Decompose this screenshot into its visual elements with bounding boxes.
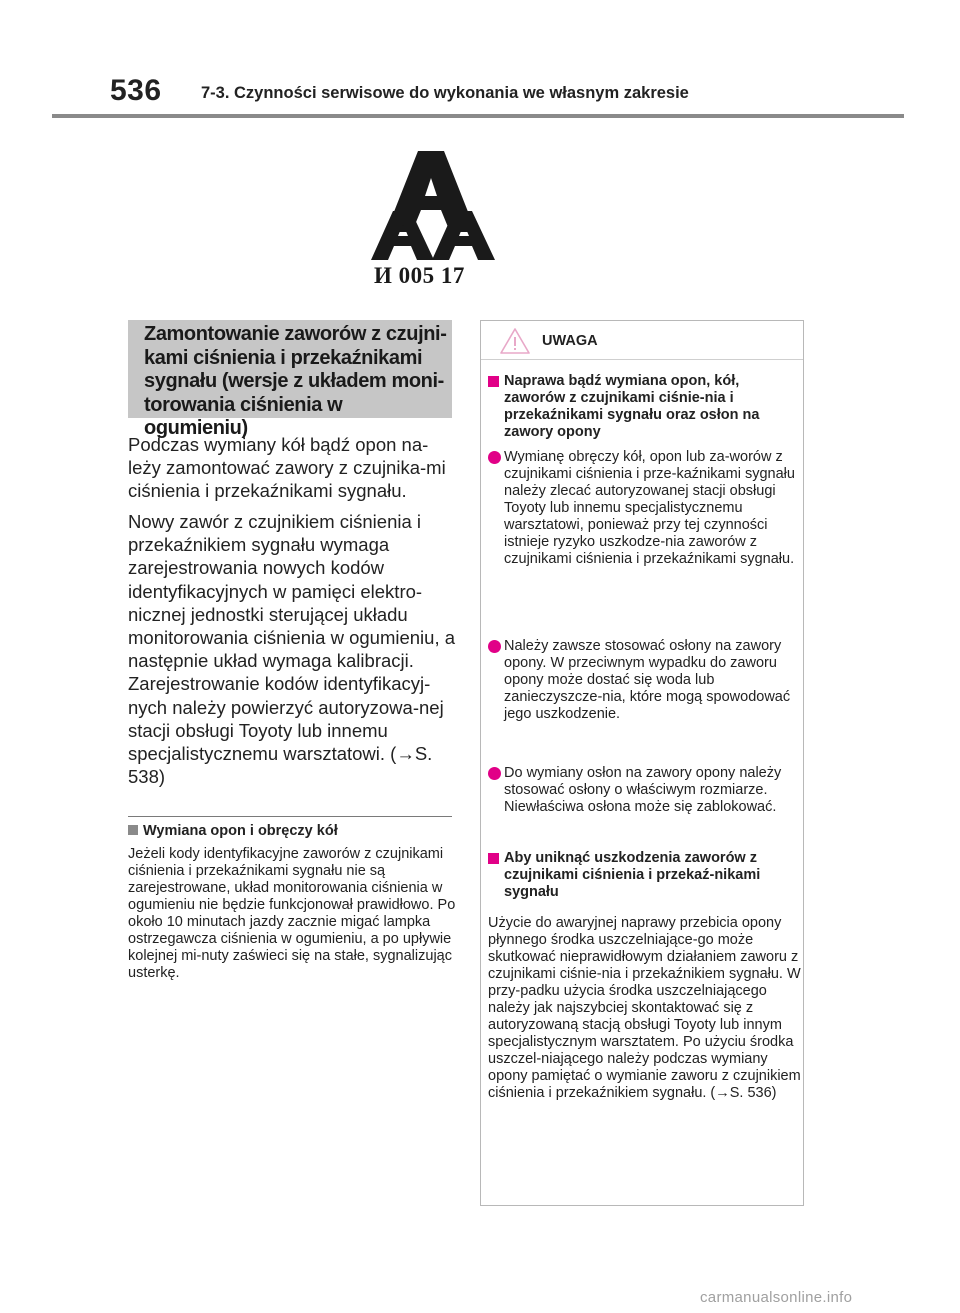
section-divider (128, 816, 452, 817)
circle-bullet-icon (488, 451, 501, 464)
header-divider (52, 114, 904, 118)
circle-bullet-icon (488, 767, 501, 780)
warning-bullet-1-text: Wymianę obręczy kół, opon lub za-worów z czujnikami ciśnienia i prze-kaźnikami sygnału należy zlecać autoryzowanej stacji obsługi Toyoty lub innemu specjalistycznemu warsztatowi, ponieważ przy tej czynności istnieje ryzyko uszkodze-nia zaworów z czujnikami ciśnienia i przekaźnikami sygnału. (504, 449, 795, 567)
warning-bullet-3-text: Do wymiany osłon na zawory opony należy stosować osłony o właściwym rozmiarze. Niewłaściwa osłona może się zablokować. (504, 765, 782, 815)
chapter-title: 7-3. Czynności serwisowe do wykonania we własnym zakresie (201, 84, 689, 102)
subsection-paragraph: Jeżeli kody identyfikacyjne zaworów z czujnikami ciśnienia i przekaźnikami sygnału nie są zarejestrowane, układ monitorowania ciśnienia w ogumieniu nie będzie funkcjonował prawidłowo. Po około 10 minutach jazdy zacznie migać lampka ostrzegawcza ciśnienia w ogumieniu, a po upływie kolejnej mi-nuty zaświeci się na stałe, sygnalizując usterkę. (128, 846, 456, 981)
square-bullet-icon (488, 853, 499, 864)
symbol-caption: И 005 17 (374, 263, 465, 288)
warning-heading-1-text: Naprawa bądź wymiana opon, kół, zaworów z czujnikami ciśnie-nia i przekaźnikami sygnału oraz osłon na zawory opony (504, 373, 760, 440)
watermark: carmanualsonline.info (700, 1289, 853, 1306)
warning-bullet-3 (488, 765, 800, 816)
section-title-box (128, 320, 452, 439)
circle-bullet-icon (488, 640, 501, 653)
warning-header (481, 321, 803, 360)
warning-title: UWAGA (542, 333, 598, 349)
page-header (110, 74, 910, 110)
warning-heading-1 (488, 373, 800, 441)
warning-box (480, 320, 804, 1206)
subsection-heading-text: Wymiana opon i obręczy kół (143, 823, 338, 839)
body-paragraph-2: Nowy zawór z czujnikiem ciśnienia i przekaźnikiem sygnału wymaga zarejestrowania nowych kodów identyfikacyjnych w pamięci elektro-nicznej jednostki sterującej układu monitorowania ciśnienia w ogumieniu, a następnie układ wymaga kalibracji. Zarejestrowanie kodów identyfikacyj-nych należy powierzyć autoryzowa-nej stacji obsługi Toyoty lub innemu specjalistycznemu warsztatowi. (→S. 538) (128, 511, 456, 788)
warning-heading-2 (488, 850, 800, 901)
warning-bullet-1 (488, 449, 800, 568)
warning-paragraph: Użycie do awaryjnej naprawy przebicia opony płynnego środka uszczelniające-go może skutkować nieprawidłowym działaniem zaworu z czujnikami ciśnie-nia i przekaźnikiem sygnału. W przy-padku użycia środka uszczelniającego należy jak najszybciej skontaktować się z autoryzowaną stacją obsługi Toyoty lub innym specjalistycznym warsztatem. Po użyciu środka uszczel-niającego należy podczas wymiany opony pamiętać o wymianie zaworu z czujnikiem ciśnienia i przekaźnikiem sygnału. (→S. 536) (488, 915, 801, 1101)
warning-bullet-2 (488, 638, 800, 723)
body-paragraph-1: Podczas wymiany kół bądź opon na-leży zamontować zawory z czujnika-mi ciśnienia i przekaźnikami sygnału. (128, 434, 446, 502)
page-number: 536 (110, 74, 162, 107)
square-bullet-icon (128, 825, 138, 835)
warning-heading-2-text: Aby uniknąć uszkodzenia zaworów z czujnikami ciśnienia i przekaź-nikami sygnału (504, 850, 761, 900)
section-title: Zamontowanie zaworów z czujni-kami ciśnienia i przekaźnikami sygnału (wersje z układem moni-torowania ciśnienia w ogumieniu) (144, 323, 447, 439)
subsection-heading (128, 823, 338, 839)
warning-triangle-icon (499, 327, 531, 355)
square-bullet-icon (488, 376, 499, 387)
warning-bullet-2-text: Należy zawsze stosować osłony na zawory opony. W przeciwnym wypadku do zaworu opony może dostać się woda lub zanieczyszcze-nia, które mogą spowodować jego uszkodzenie. (504, 638, 791, 722)
